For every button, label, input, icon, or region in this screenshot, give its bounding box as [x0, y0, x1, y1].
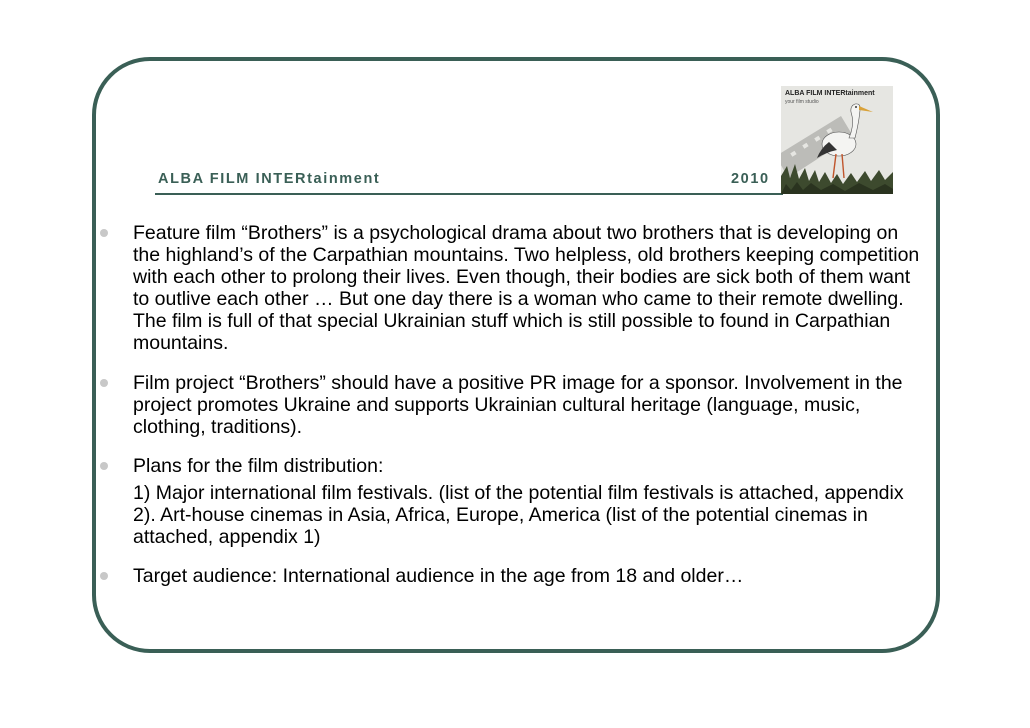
bullet-icon [100, 229, 108, 237]
bullet-list [100, 222, 930, 587]
bullet-item [100, 222, 930, 354]
header-year: 2010 [731, 171, 770, 187]
bullet-text: Film project “Brothers” should have a positive PR image for a sponsor. Involvement in the project promotes Ukraine and supports Ukrainian cultural heritage (language, music, clothing, traditions). [133, 372, 903, 438]
bullet-text: Feature film “Brothers” is a psychological drama about two brothers that is developing on the highland’s of the Carpathian mountains. Two helpless, old brothers keeping competition with each other to prolong their lives. Even though, their bodies are sick both of them want to outlive each other … But one day there is a woman who came to their remote dwelling. The film is full of that special Ukrainian stuff which is still possible to found in Carpathian mountains. [133, 222, 920, 354]
header-divider [155, 193, 783, 195]
logo-subtitle: your film studio [785, 99, 819, 105]
bullet-icon [100, 462, 108, 470]
logo-title: ALBA FILM INTERtainment [785, 90, 875, 97]
bullet-text: Target audience: International audience in the age from 18 and older… [133, 565, 744, 587]
bullet-item [100, 565, 930, 587]
bullet-subtext: 1) Major international film festivals. (list of the potential film festivals is attached, appendix 2). Art-house cinemas in Asia, Africa, Europe, America (list of the potential cinemas in attached, appendix 1) [133, 482, 904, 548]
company-name: ALBA FILM INTERtainment [158, 171, 381, 187]
bullet-item [100, 372, 930, 438]
bullet-text: Plans for the film distribution: [133, 455, 384, 477]
bullet-icon [100, 379, 108, 387]
bullet-item [100, 455, 930, 548]
bullet-icon [100, 572, 108, 580]
company-logo [781, 86, 893, 194]
